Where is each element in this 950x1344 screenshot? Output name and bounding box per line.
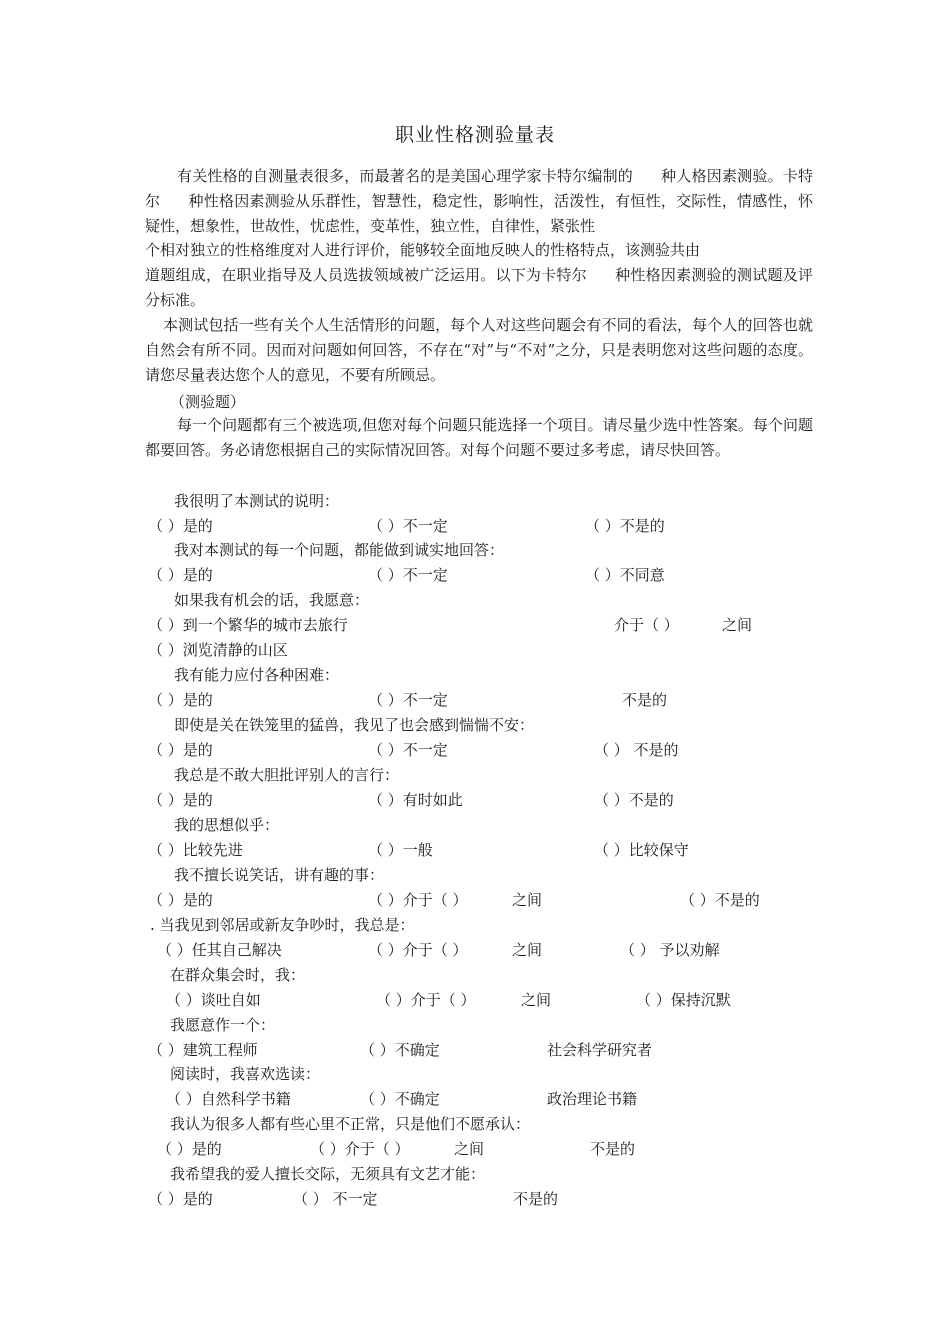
answer-option[interactable]: （ ）是的 bbox=[157, 1140, 222, 1158]
question-text: 我有能力应付各种困难： bbox=[174, 666, 340, 684]
question-text: . 当我见到邻居或新友争吵时，我总是： bbox=[150, 916, 415, 934]
answer-option[interactable]: （ ）是的 bbox=[148, 566, 213, 584]
answer-option: 之间 bbox=[521, 991, 552, 1009]
answer-option: 之间 bbox=[454, 1140, 485, 1158]
answer-option[interactable]: （ ）不一定 bbox=[368, 741, 448, 759]
answer-option[interactable]: 社会科学研究者 bbox=[547, 1041, 653, 1059]
answer-option[interactable]: （ ）介于（ ） bbox=[376, 991, 476, 1009]
answer-option[interactable]: （ ）不一定 bbox=[368, 691, 448, 709]
question-text: 在群众集会时，我： bbox=[170, 966, 306, 984]
question-text: 我很明了本测试的说明： bbox=[174, 492, 340, 510]
intro-text-a: 有关性格的自测量表很多，而最著名的是美国心理学家卡特尔编制的 bbox=[177, 167, 633, 185]
answer-option[interactable]: （ ）不是的 bbox=[680, 891, 760, 909]
answer-option[interactable]: （ ）介于（ ） bbox=[368, 941, 468, 959]
answer-option[interactable]: 不是的 bbox=[590, 1140, 636, 1158]
answer-option[interactable]: （ ）介于（ ） bbox=[310, 1140, 410, 1158]
answer-option: 之间 bbox=[512, 891, 543, 909]
answer-option[interactable]: （ ）是的 bbox=[148, 1190, 213, 1208]
answer-option[interactable]: （ ） 不一定 bbox=[293, 1190, 378, 1208]
answer-option[interactable]: （ ）浏览清静的山区 bbox=[148, 641, 288, 659]
answer-option[interactable]: 介于（ ） bbox=[614, 616, 679, 634]
answer-option[interactable]: （ ） 予以劝解 bbox=[620, 941, 720, 959]
question-text: 我认为很多人都有些心里不正常，只是他们不愿承认： bbox=[170, 1115, 531, 1133]
answer-option[interactable]: （ ）保持沉默 bbox=[636, 991, 731, 1009]
question-text: 我总是不敢大胆批评别人的言行： bbox=[174, 766, 400, 784]
answer-option: 之间 bbox=[512, 941, 543, 959]
question-text: 如果我有机会的话，我愿意： bbox=[174, 591, 370, 609]
question-text: 我的思想似乎： bbox=[174, 816, 280, 834]
intro-text-e: 道题组成，在职业指导及人员选拔领域被广泛运用。以下为卡特尔 bbox=[145, 266, 587, 285]
rules-paragraph: 每一个问题都有三个被选项,但您对每个问题只能选择一个项目。请尽量少选中性答案。每个问题都要回答。务必请您根据自己的实际情况回答。对每个问题不要过多考虑，请尽快回答。 bbox=[145, 416, 813, 459]
answer-option[interactable]: （ ）是的 bbox=[148, 691, 213, 709]
answer-option[interactable]: （ ）是的 bbox=[148, 891, 213, 909]
answer-option[interactable]: （ ） 不是的 bbox=[594, 741, 679, 759]
answer-option[interactable]: （ ）是的 bbox=[148, 791, 213, 809]
answer-option[interactable]: （ ）建筑工程师 bbox=[148, 1041, 258, 1059]
question-text: 我不擅长说笑话，讲有趣的事： bbox=[174, 866, 385, 884]
answer-option[interactable]: （ ）比较保守 bbox=[594, 841, 689, 859]
answer-option[interactable]: （ ）不一定 bbox=[368, 566, 448, 584]
answer-option[interactable]: （ ）谈吐自如 bbox=[166, 991, 261, 1009]
answer-option[interactable]: （ ）不一定 bbox=[368, 517, 448, 535]
answer-option[interactable]: （ ）自然科学书籍 bbox=[166, 1090, 291, 1108]
answer-option[interactable]: （ ）不是的 bbox=[594, 791, 674, 809]
answer-option[interactable]: （ ）比较先进 bbox=[148, 841, 243, 859]
intro-text-d: 个相对独立的性格维度对人进行评价，能够较全面地反映人的性格特点，该测验共由 bbox=[145, 241, 701, 260]
answer-option[interactable]: （ ）不是的 bbox=[585, 517, 665, 535]
answer-option[interactable]: （ ）不同意 bbox=[585, 566, 665, 584]
answer-option[interactable]: （ ）是的 bbox=[148, 741, 213, 759]
answer-option[interactable]: （ ）不确定 bbox=[360, 1090, 440, 1108]
answer-option[interactable]: 不是的 bbox=[513, 1190, 559, 1208]
section-label: （测验题） bbox=[170, 393, 246, 411]
answer-option[interactable]: （ ）介于（ ） bbox=[368, 891, 468, 909]
answer-option[interactable]: 不是的 bbox=[622, 691, 668, 709]
question-text: 我对本测试的每一个问题，都能做到诚实地回答： bbox=[174, 541, 505, 559]
intro-paragraph bbox=[145, 164, 813, 313]
answer-option[interactable]: （ ）不确定 bbox=[360, 1041, 440, 1059]
answer-option[interactable]: （ ）任其自己解决 bbox=[157, 941, 282, 959]
answer-option[interactable]: （ ）是的 bbox=[148, 517, 213, 535]
question-text: 我愿意作一个： bbox=[170, 1016, 276, 1034]
intro-text-c: 种性格因素测验从乐群性，智慧性，稳定性，影响性，活泼性，有恒性，交际性，情感性，怀疑性，想象性，世故性，忧虑性，变革性，独立性，自律性，紧张性 bbox=[145, 191, 813, 235]
answer-option[interactable]: 政治理论书籍 bbox=[547, 1090, 638, 1108]
intro-text-b: 种人格因素测验。卡特尔 bbox=[145, 167, 813, 210]
answer-option[interactable]: （ ）有时如此 bbox=[368, 791, 463, 809]
answer-option[interactable]: （ ）到一个繁华的城市去旅行 bbox=[148, 616, 348, 634]
question-text: 阅读时，我喜欢选读： bbox=[170, 1065, 321, 1083]
answer-option[interactable]: （ ）一般 bbox=[368, 841, 433, 859]
question-text: 即使是关在铁笼里的猛兽，我见了也会感到惴惴不安： bbox=[174, 716, 535, 734]
answer-option: 之间 bbox=[722, 616, 753, 634]
intro-text-f: 种性格因素测验的测试题及评分标准。 bbox=[145, 266, 813, 309]
page-title: 职业性格测验量表 bbox=[394, 124, 555, 146]
instructions-paragraph: 本测试包括一些有关个人生活情形的问题，每个人对这些问题会有不同的看法，每个人的回答也就自然会有所不同。因而对问题如何回答，不存在“对”与“不对”之分，只是表明您对这些问题的态度。请您尽量表达您个人的意见，不要有所顾忌。 bbox=[145, 316, 813, 384]
question-text: 我希望我的爱人擅长交际，无须具有文艺才能： bbox=[170, 1165, 486, 1183]
